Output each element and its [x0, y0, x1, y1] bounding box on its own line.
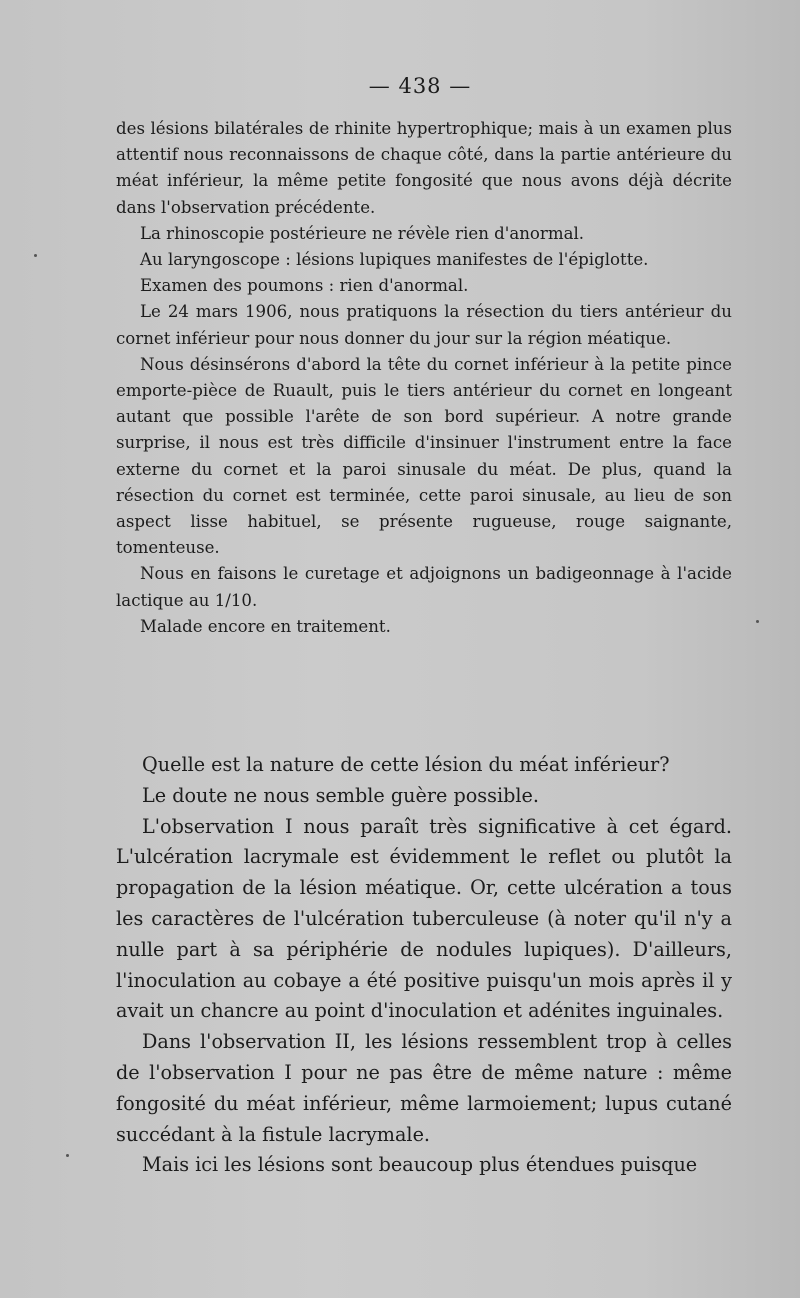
paragraph: Le doute ne nous semble guère possible.: [142, 783, 540, 807]
paragraph: Nous désinsérons d'abord la tête du cornet inférieur à la petite pince emporte-pièce de Ruault, puis le tiers antérieur du cornet en longeant autant que possible l'arête de son bord supérieur. A notre grande surprise, il nous est très difficile d'insinuer l'instrument entre la face externe du cornet et la paroi sinusale du méat. De plus, quand la résection du cornet est terminée, cette paroi sinusale, au lieu de son aspect lisse habituel, se présente rugueuse, rouge saignante, tomenteuse.: [116, 354, 732, 558]
paper-speck: [34, 254, 37, 257]
paragraph: Dans l'observation II, les lésions ressemblent trop à celles de l'observation I pour ne pas être de même nature : même fongosité du méat inférieur, même larmoiement; lupus cutané succédant à la fistule lacrymale.: [116, 1030, 732, 1146]
paragraph: La rhinoscopie postérieure ne révèle rien d'anormal.: [140, 223, 585, 243]
paragraph: Malade encore en traitement.: [140, 616, 391, 636]
paragraph: L'observation I nous paraît très significative à cet égard. L'ulcération lacrymale est évidemment le reflet ou plutôt la propagation de la lésion méatique. Or, cette ulcération a tous les caractères de l'ulcération tuberculeuse (à noter qu'il n'y a nulle part à sa périphérie de nodules lupiques). D'ailleurs, l'inoculation au cobaye a été positive puisqu'un mois après il y avait un chancre au point d'inoculation et adénites inguinales.: [116, 814, 732, 1023]
paragraph: Au laryngoscope : lésions lupiques manifestes de l'épiglotte.: [140, 250, 649, 270]
paper-speck: [66, 1154, 69, 1157]
paragraph: Quelle est la nature de cette lésion du méat inférieur?: [142, 753, 670, 776]
discussion-block: [116, 750, 732, 1181]
paragraph: Le 24 mars 1906, nous pratiquons la résection du tiers antérieur du cornet inférieur pour nous donner du jour sur la région méatique.: [116, 302, 732, 348]
paragraph: Examen des poumons : rien d'anormal.: [140, 276, 469, 296]
paper-speck: [756, 620, 759, 623]
paragraph: des lésions bilatérales de rhinite hypertrophique; mais à un examen plus attentif nous reconnaissons de chaque côté, dans la partie antérieure du méat inférieur, la même petite fongosité que nous avons déjà décrite dans l'observation précédente.: [116, 119, 732, 217]
page-number: — 438 —: [368, 74, 472, 98]
paragraph: Nous en faisons le curetage et adjoignons un badigeonnage à l'acide lactique au 1/10.: [116, 564, 732, 610]
case-report-block: [116, 116, 732, 640]
paragraph: Mais ici les lésions sont beaucoup plus étendues puisque: [142, 1153, 698, 1177]
